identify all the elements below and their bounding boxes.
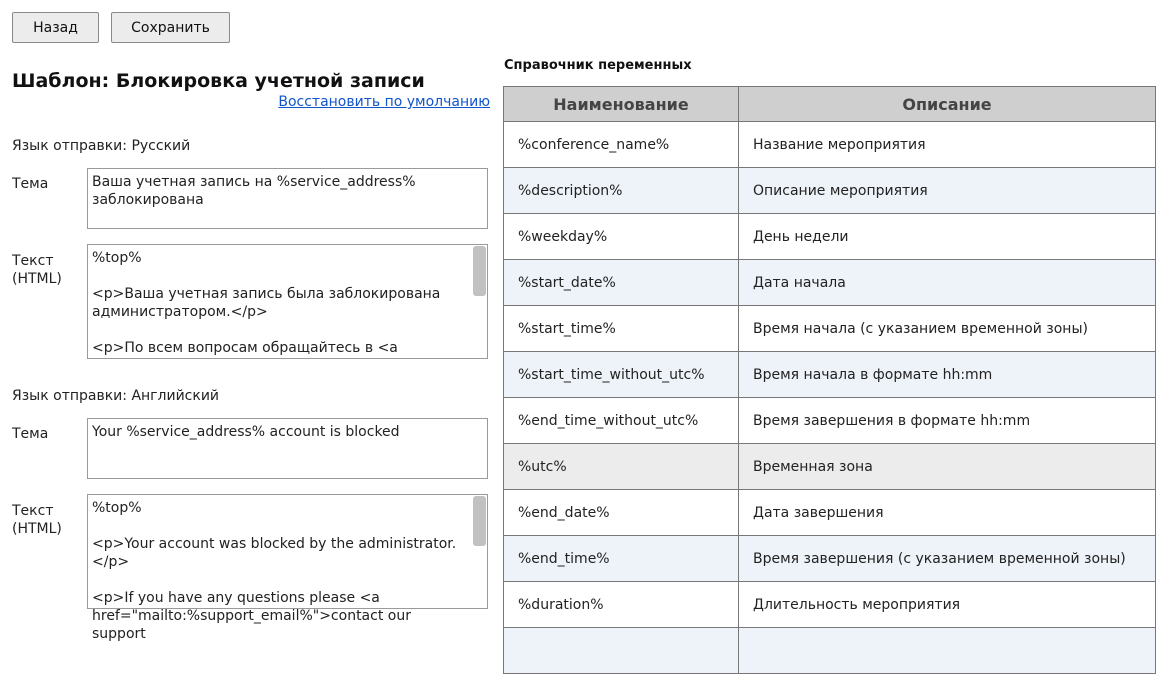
variable-name: %end_time_without_utc% xyxy=(504,398,739,444)
table-row[interactable] xyxy=(504,260,1156,306)
table-row[interactable] xyxy=(504,536,1156,582)
save-button[interactable]: Сохранить xyxy=(111,12,230,43)
language-label-en: Язык отправки: Английский xyxy=(12,388,220,404)
variable-description: Временная зона xyxy=(739,444,1156,490)
variable-description: Дата начала xyxy=(739,260,1156,306)
body-label-en: Текст (HTML) xyxy=(12,503,62,537)
table-row-hovered[interactable] xyxy=(504,444,1156,490)
body-ru-scrollbar[interactable] xyxy=(473,246,486,296)
language-label-ru: Язык отправки: Русский xyxy=(12,138,191,154)
variable-name xyxy=(504,628,739,674)
variable-description xyxy=(739,628,1156,674)
table-row[interactable] xyxy=(504,628,1156,674)
table-row[interactable] xyxy=(504,582,1156,628)
body-en-scrollbar[interactable] xyxy=(473,496,486,546)
variable-description: Время начала в формате hh:mm xyxy=(739,352,1156,398)
table-row[interactable] xyxy=(504,122,1156,168)
table-header-row xyxy=(504,87,1156,122)
variable-name: %start_time_without_utc% xyxy=(504,352,739,398)
variable-description: День недели xyxy=(739,214,1156,260)
table-row[interactable] xyxy=(504,398,1156,444)
body-field-en[interactable]: %top% <p>Your account was blocked by the administrator.</p> <p>If you have any questions please <a href="mailto:%support_email%">contact our support xyxy=(87,494,488,609)
variable-description: Время начала (с указанием временной зоны) xyxy=(739,306,1156,352)
variable-description: Время завершения в формате hh:mm xyxy=(739,398,1156,444)
table-row[interactable] xyxy=(504,352,1156,398)
variable-name: %duration% xyxy=(504,582,739,628)
column-header-name[interactable]: Наименование xyxy=(504,87,739,122)
variable-description: Дата завершения xyxy=(739,490,1156,536)
body-field-ru[interactable]: %top% <p>Ваша учетная запись была заблокирована администратором.</p> <p>По всем вопросам обращайтесь в <a xyxy=(87,244,488,359)
subject-field-ru[interactable]: Ваша учетная запись на %service_address% заблокирована xyxy=(87,168,488,229)
subject-label-en: Тема xyxy=(12,426,49,442)
variable-name: %end_date% xyxy=(504,490,739,536)
variable-description: Описание мероприятия xyxy=(739,168,1156,214)
back-button[interactable]: Назад xyxy=(12,12,99,43)
table-row[interactable] xyxy=(504,168,1156,214)
table-row[interactable] xyxy=(504,214,1156,260)
variable-name: %start_time% xyxy=(504,306,739,352)
restore-default-link[interactable]: Восстановить по умолчанию xyxy=(278,94,490,110)
variable-name: %description% xyxy=(504,168,739,214)
subject-field-en[interactable]: Your %service_address% account is blocked xyxy=(87,418,488,479)
table-row[interactable] xyxy=(504,490,1156,536)
subject-label-ru: Тема xyxy=(12,176,49,192)
body-field-en-wrap xyxy=(87,494,488,642)
variables-table xyxy=(503,86,1156,674)
variable-name: %conference_name% xyxy=(504,122,739,168)
variable-name: %weekday% xyxy=(504,214,739,260)
page-title: Шаблон: Блокировка учетной записи xyxy=(12,70,425,92)
table-row[interactable] xyxy=(504,306,1156,352)
variable-description: Время завершения (с указанием временной зоны) xyxy=(739,536,1156,582)
variable-description: Название мероприятия xyxy=(739,122,1156,168)
body-field-ru-wrap xyxy=(87,244,488,359)
variable-description: Длительность мероприятия xyxy=(739,582,1156,628)
variable-name: %end_time% xyxy=(504,536,739,582)
reference-title: Справочник переменных xyxy=(504,58,692,73)
body-label-ru: Текст (HTML) xyxy=(12,253,62,287)
variable-name: %utc% xyxy=(504,444,739,490)
variable-name: %start_date% xyxy=(504,260,739,306)
column-header-description[interactable]: Описание xyxy=(739,87,1156,122)
